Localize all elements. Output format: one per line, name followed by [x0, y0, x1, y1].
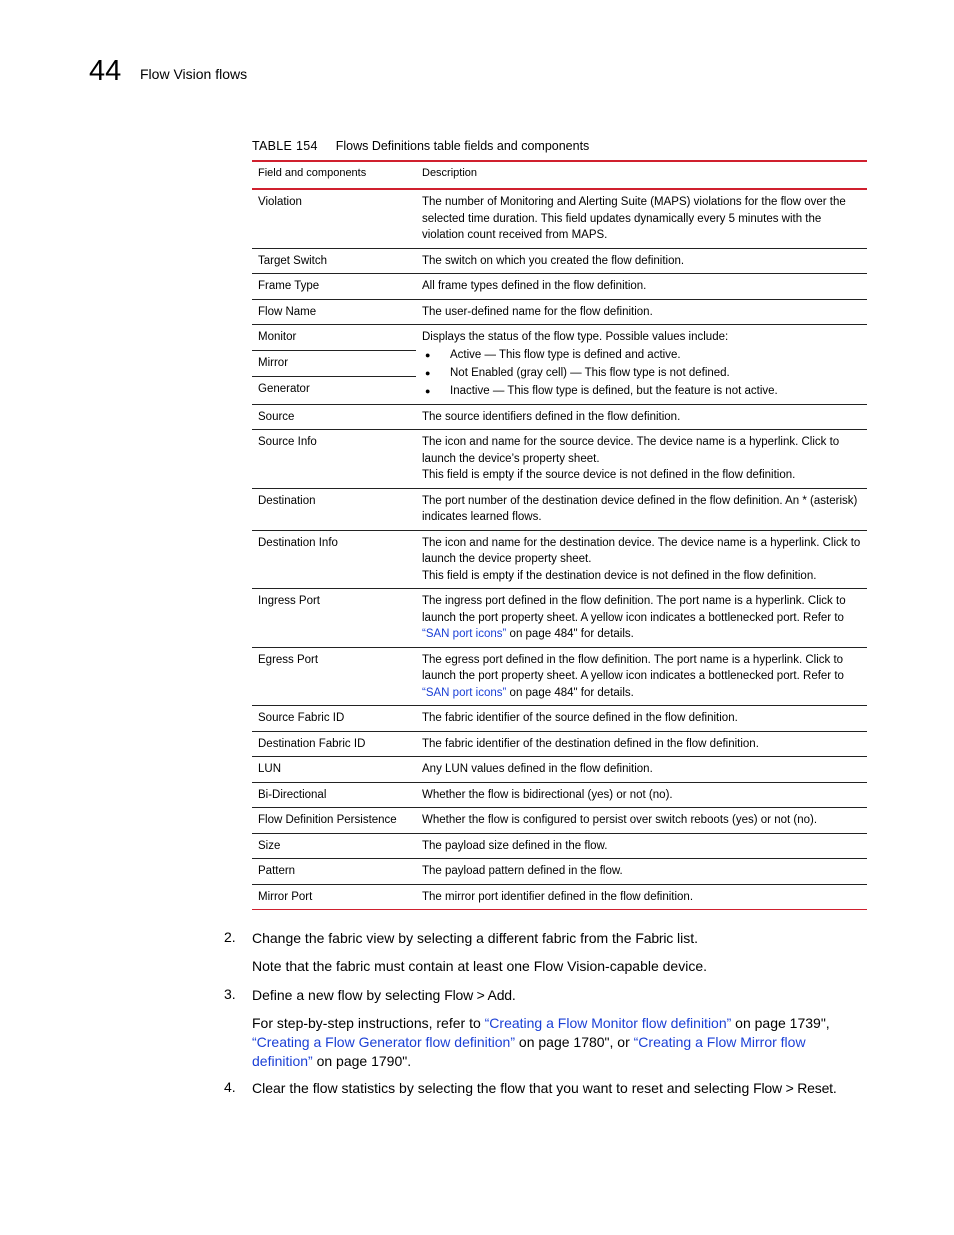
field-cell: Mirror	[252, 351, 416, 377]
step-text-part: .	[511, 987, 516, 1003]
description-cell: All frame types defined in the flow definition.	[416, 274, 867, 300]
table-row	[252, 589, 867, 648]
description-cell	[416, 530, 867, 589]
column-header-field: Field and components	[252, 161, 416, 189]
table-row	[252, 488, 867, 530]
description-note: This field is empty if the destination device is not defined in the flow definition.	[422, 569, 817, 582]
table-caption	[252, 139, 589, 153]
description-text: on page 484" for details.	[506, 686, 634, 699]
field-cell: Egress Port	[252, 647, 416, 706]
description-cell: The switch on which you created the flow definition.	[416, 248, 867, 274]
flows-definitions-table	[252, 160, 867, 910]
description-text: ).	[810, 814, 818, 826]
column-header-description: Description	[416, 161, 867, 189]
table-row	[252, 731, 867, 757]
step-text-part: list.	[673, 930, 698, 946]
description-cell: The port number of the destination device defined in the flow definition. An * (asterisk) indicates learned flows.	[416, 488, 867, 530]
field-cell: Bi-Directional	[252, 782, 416, 808]
step-text-part: on page 1780", or	[515, 1034, 634, 1050]
field-cell: Source Info	[252, 430, 416, 489]
step-text-part: Change the fabric view by selecting a different fabric from the	[252, 930, 636, 946]
description-cell: The payload pattern defined in the flow.	[416, 859, 867, 885]
san-port-icons-link[interactable]: “SAN port icons”	[422, 628, 507, 640]
table-title: Flows Definitions table fields and components	[335, 139, 590, 153]
field-cell: Source	[252, 404, 416, 430]
description-text: Whether the flow is bidirectional (	[422, 788, 592, 801]
table-row	[252, 189, 867, 248]
list-item: ● Inactive — This flow type is defined, but the feature is not active.	[422, 382, 861, 400]
flow-reset-term: Flow > Reset	[753, 1080, 833, 1096]
chapter-number: 44	[89, 55, 122, 87]
table-row	[252, 404, 867, 430]
field-cell: Destination Info	[252, 530, 416, 589]
table-row	[252, 757, 867, 783]
status-intro: Displays the status of the flow type. Possible values include:	[422, 331, 729, 343]
field-cell: Monitor	[252, 325, 416, 351]
description-text: ) or not (	[753, 814, 798, 826]
field-cell: Destination	[252, 488, 416, 530]
description-text: The icon and name for the destination device. The device name is a hyperlink. Click to launch the device property sheet.	[422, 536, 861, 565]
description-text: on page 484" for details.	[506, 628, 634, 640]
description-cell: The fabric identifier of the source defined in the flow definition.	[416, 706, 867, 732]
table-row	[252, 833, 867, 859]
no-term: no	[797, 814, 811, 826]
flow-generator-link[interactable]: “Creating a Flow Generator flow definition”	[252, 1034, 516, 1050]
table-row	[252, 430, 867, 489]
description-cell: The mirror port identifier defined in the flow definition.	[416, 884, 867, 910]
description-text: Whether the flow is configured to persist over switch reboots (	[422, 814, 736, 826]
step-number: 4.	[224, 1079, 236, 1095]
table-number: TABLE 154	[252, 139, 318, 153]
description-cell: The source identifiers defined in the flow definition.	[416, 404, 867, 430]
description-text: ) or not (	[609, 788, 653, 801]
field-cell: Flow Definition Persistence	[252, 808, 416, 834]
table-row	[252, 884, 867, 910]
status-list	[422, 346, 861, 400]
table-row	[252, 325, 867, 351]
table-row	[252, 299, 867, 325]
description-cell	[416, 589, 867, 648]
description-text: The icon and name for the source device. The device name is a hyperlink. Click to launch the device’s property sheet.	[422, 436, 840, 465]
field-cell: Flow Name	[252, 299, 416, 325]
step-text	[252, 1079, 892, 1098]
table-row	[252, 782, 867, 808]
description-cell: The user-defined name for the flow definition.	[416, 299, 867, 325]
table-row	[252, 274, 867, 300]
step-text	[252, 986, 892, 1005]
description-cell	[416, 325, 867, 405]
field-cell: Source Fabric ID	[252, 706, 416, 732]
table-row	[252, 248, 867, 274]
description-cell	[416, 782, 867, 808]
step-text-part: Clear the flow statistics by selecting the flow that you want to reset and selecting	[252, 1080, 754, 1096]
san-port-icons-link[interactable]: “SAN port icons”	[422, 686, 507, 699]
table-row	[252, 706, 867, 732]
field-cell: Generator	[252, 377, 416, 405]
field-cell: Frame Type	[252, 274, 416, 300]
description-cell: The payload size defined in the flow.	[416, 833, 867, 859]
table-row	[252, 647, 867, 706]
description-cell: The number of Monitoring and Alerting Suite (MAPS) violations for the flow over the selected time duration. This field updates dynamically every 5 minutes with the violation count received from MAPS.	[416, 189, 867, 248]
fabric-list-term: Fabric	[635, 930, 674, 946]
yes-term: yes	[591, 788, 610, 801]
field-cell: Violation	[252, 189, 416, 248]
list-item: ● Not Enabled (gray cell) — This flow type is not defined.	[422, 364, 861, 382]
field-cell: Target Switch	[252, 248, 416, 274]
flow-monitor-link[interactable]: “Creating a Flow Monitor flow definition”	[484, 1015, 732, 1031]
step-text-part: on page 1790".	[312, 1053, 412, 1069]
step-note: Note that the fabric must contain at least one Flow Vision-capable device.	[252, 958, 707, 974]
description-text: ).	[665, 788, 673, 801]
table-row	[252, 530, 867, 589]
table-row	[252, 859, 867, 885]
field-cell: Size	[252, 833, 416, 859]
list-item: ● Active — This flow type is defined and active.	[422, 346, 861, 364]
description-cell	[416, 430, 867, 489]
description-text: The egress port defined in the flow definition. The port name is a hyperlink. Click to launch the port property sheet. A yellow icon indicates a bottlenecked port. Refer to	[422, 653, 844, 682]
field-cell: Destination Fabric ID	[252, 731, 416, 757]
description-text: The ingress port defined in the flow definition. The port name is a hyperlink. Click to launch the port property sheet. A yellow icon indicates a bottlenecked port. Refer to	[422, 595, 846, 624]
chapter-title: Flow Vision flows	[140, 66, 248, 82]
flow-add-term: Flow > Add	[444, 987, 512, 1003]
step-text-part: For step-by-step instructions, refer to	[252, 1015, 485, 1031]
field-cell: Mirror Port	[252, 884, 416, 910]
description-note: This field is empty if the source device is not defined in the flow definition.	[422, 469, 796, 481]
field-cell: Ingress Port	[252, 589, 416, 648]
yes-term: yes	[735, 814, 754, 826]
flow-mirror-link[interactable]: “Creating a Flow Mirror flow definition”	[252, 1034, 806, 1069]
description-cell: Any LUN values defined in the flow definition.	[416, 757, 867, 783]
table-row	[252, 808, 867, 834]
step-text-part: Define a new flow by selecting	[252, 987, 445, 1003]
step-number: 3.	[224, 986, 236, 1002]
step-reference	[252, 1014, 867, 1071]
description-cell: The fabric identifier of the destination defined in the flow definition.	[416, 731, 867, 757]
field-cell: LUN	[252, 757, 416, 783]
step-text	[252, 929, 892, 948]
description-cell	[416, 647, 867, 706]
step-number: 2.	[224, 929, 236, 945]
step-text-part: on page 1739",	[731, 1015, 830, 1031]
step-text-part: .	[832, 1080, 837, 1096]
field-cell: Pattern	[252, 859, 416, 885]
description-cell	[416, 808, 867, 834]
no-term: no	[652, 788, 666, 801]
